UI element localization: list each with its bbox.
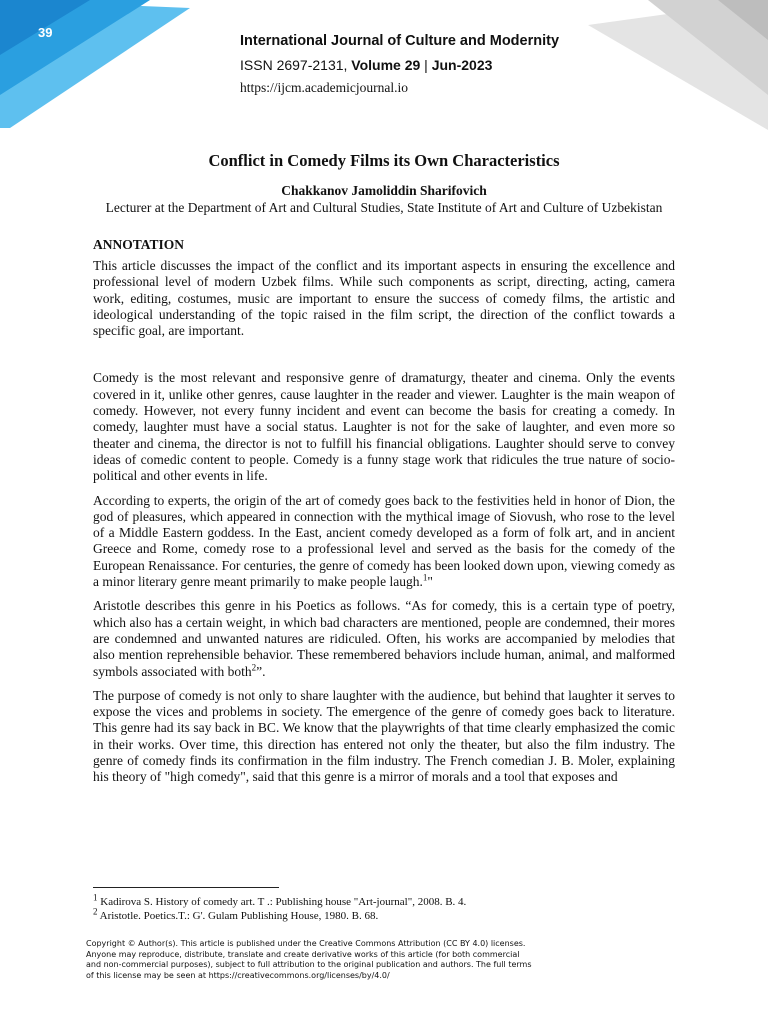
issue-separator: | <box>420 57 432 73</box>
footnote-1 <box>93 892 675 909</box>
article-title: Conflict in Comedy Films its Own Characteristics <box>208 151 560 170</box>
issue-date: Jun-2023 <box>431 57 493 73</box>
paragraph-2-end: " <box>427 574 433 590</box>
paragraph-3-text: Aristotle describes this genre in his Poetics as follows. “As for comedy, this is a certain type of poetry, which also has a certain weight, in which bad characters are mentioned, people are condemned, their mores are condemned and unwanted natures are ridiculed. Often, his works are accompanied by melodies that also mention reprehensible behavior. These remembered behaviors include human, animal, and malformed symbols associated with both <box>93 598 675 679</box>
paragraph-4: The purpose of comedy is not only to share laughter with the audience, but behind that laughter it serves to expose the vices and problems in society. The emergence of the genre of comedy goes back to literature. This genre had its say back in BC. We know that the playwrights of that time clearly emphasized the comic in their works. Over time, this direction has entered not only the theater, but also the film industry. The genre of comedy finds its confirmation in the film industry. The French comedian J. B. Moler, explaining his theory of "high comedy", said that this genre is a mirror of morals and a tool that exposes and <box>93 687 675 785</box>
journal-name: International Journal of Culture and Modernity <box>240 33 560 49</box>
paragraph-1: Comedy is the most relevant and responsive genre of dramaturgy, theater and cinema. Only the events covered in it, unlike other genres, cause laughter in the reader and viewer. Laughter is the main weapon of comedy. However, not every funny incident and event can become the basis for creating a comedy. In comedy, laughter must have a social status. Laughter is not for the sake of laughter, and even more so theater and cinema, the director is not to fulfill his financial obligations. Laughter should serve to convey ideas of comedic content to people. Comedy is a funny stage work that ridicules the true nature of socio-political and other events in life. <box>93 370 675 484</box>
issn: ISSN 2697-2131, <box>240 57 352 73</box>
paragraph-2-text: According to experts, the origin of the art of comedy goes back to the festivities held in honor of Dion, the god of pleasures, which appeared in connection with the mythical image of Siovush, who rose to the level of a Middle Eastern goddess. In the East, ancient comedy developed as a form of folk art, and in ancient Greece and Rome, comedy rose to a professional level and served as the basis for the comedy of the European Renaissance. For centuries, the genre of comedy has been looked down upon, viewing comedy as a minor literary genre meant primarily to make people laugh. <box>93 492 675 590</box>
journal-issue-info <box>240 56 640 74</box>
journal-url-link[interactable]: https://ijcm.academicjournal.io <box>240 80 408 95</box>
paragraph-2 <box>93 493 675 591</box>
footnote-text: Aristotle. Poetics.T.: G'. Gulam Publishing House, 1980. B. 68. <box>97 910 379 922</box>
volume: Volume 29 <box>351 57 421 73</box>
journal-header <box>240 32 640 96</box>
license-line-2: Anyone may reproduce, distribute, translate and create derivative works of this article (for both commercial <box>86 949 520 959</box>
license-notice <box>86 939 686 981</box>
footnote-number: 1 <box>93 892 98 903</box>
header-corner-decoration-left <box>0 0 200 130</box>
annotation-heading: ANNOTATION <box>93 237 185 252</box>
article-body <box>93 150 675 786</box>
footnote-2 <box>93 906 675 923</box>
footnote-number: 2 <box>93 906 98 917</box>
author-name: Chakkanov Jamoliddin Sharifovich <box>281 183 487 198</box>
license-line-4: of this license may be seen at https://creativecommons.org/licenses/by/4.0/ <box>86 970 390 980</box>
paragraph-3-end: ”. <box>256 663 266 679</box>
license-line-3: and non-commercial purposes), subject to full attribution to the original publication and authors. The full terms <box>86 960 532 969</box>
annotation-text: This article discusses the impact of the conflict and its important aspects in ensuring the excellence and professional level of modern Uzbek films. While such components as script, directing, acting, camera work, editing, costumes, music are important to ensure the success of comedy films, the artistic and ideological understanding of the topic raised in the film script, the direction of the conflict towards a specific goal, are important. <box>93 258 675 339</box>
footnote-divider <box>93 887 279 888</box>
page-number: 39 <box>38 25 53 40</box>
footnote-ref-2[interactable]: 2 <box>251 662 257 673</box>
footnotes <box>93 892 675 923</box>
footnote-ref-1[interactable]: 1 <box>422 572 428 583</box>
author-affiliation: Lecturer at the Department of Art and Cultural Studies, State Institute of Art and Culture of Uzbekistan <box>105 200 663 215</box>
paragraph-3 <box>93 598 675 679</box>
section-spacer <box>93 339 675 365</box>
license-line-1: Copyright © Author(s). This article is published under the Creative Commons Attribution (CC BY 4.0) licenses. <box>86 939 526 948</box>
footnote-text: Kadirova S. History of comedy art. T .: Publishing house "Art-journal", 2008. B. 4. <box>97 896 467 908</box>
